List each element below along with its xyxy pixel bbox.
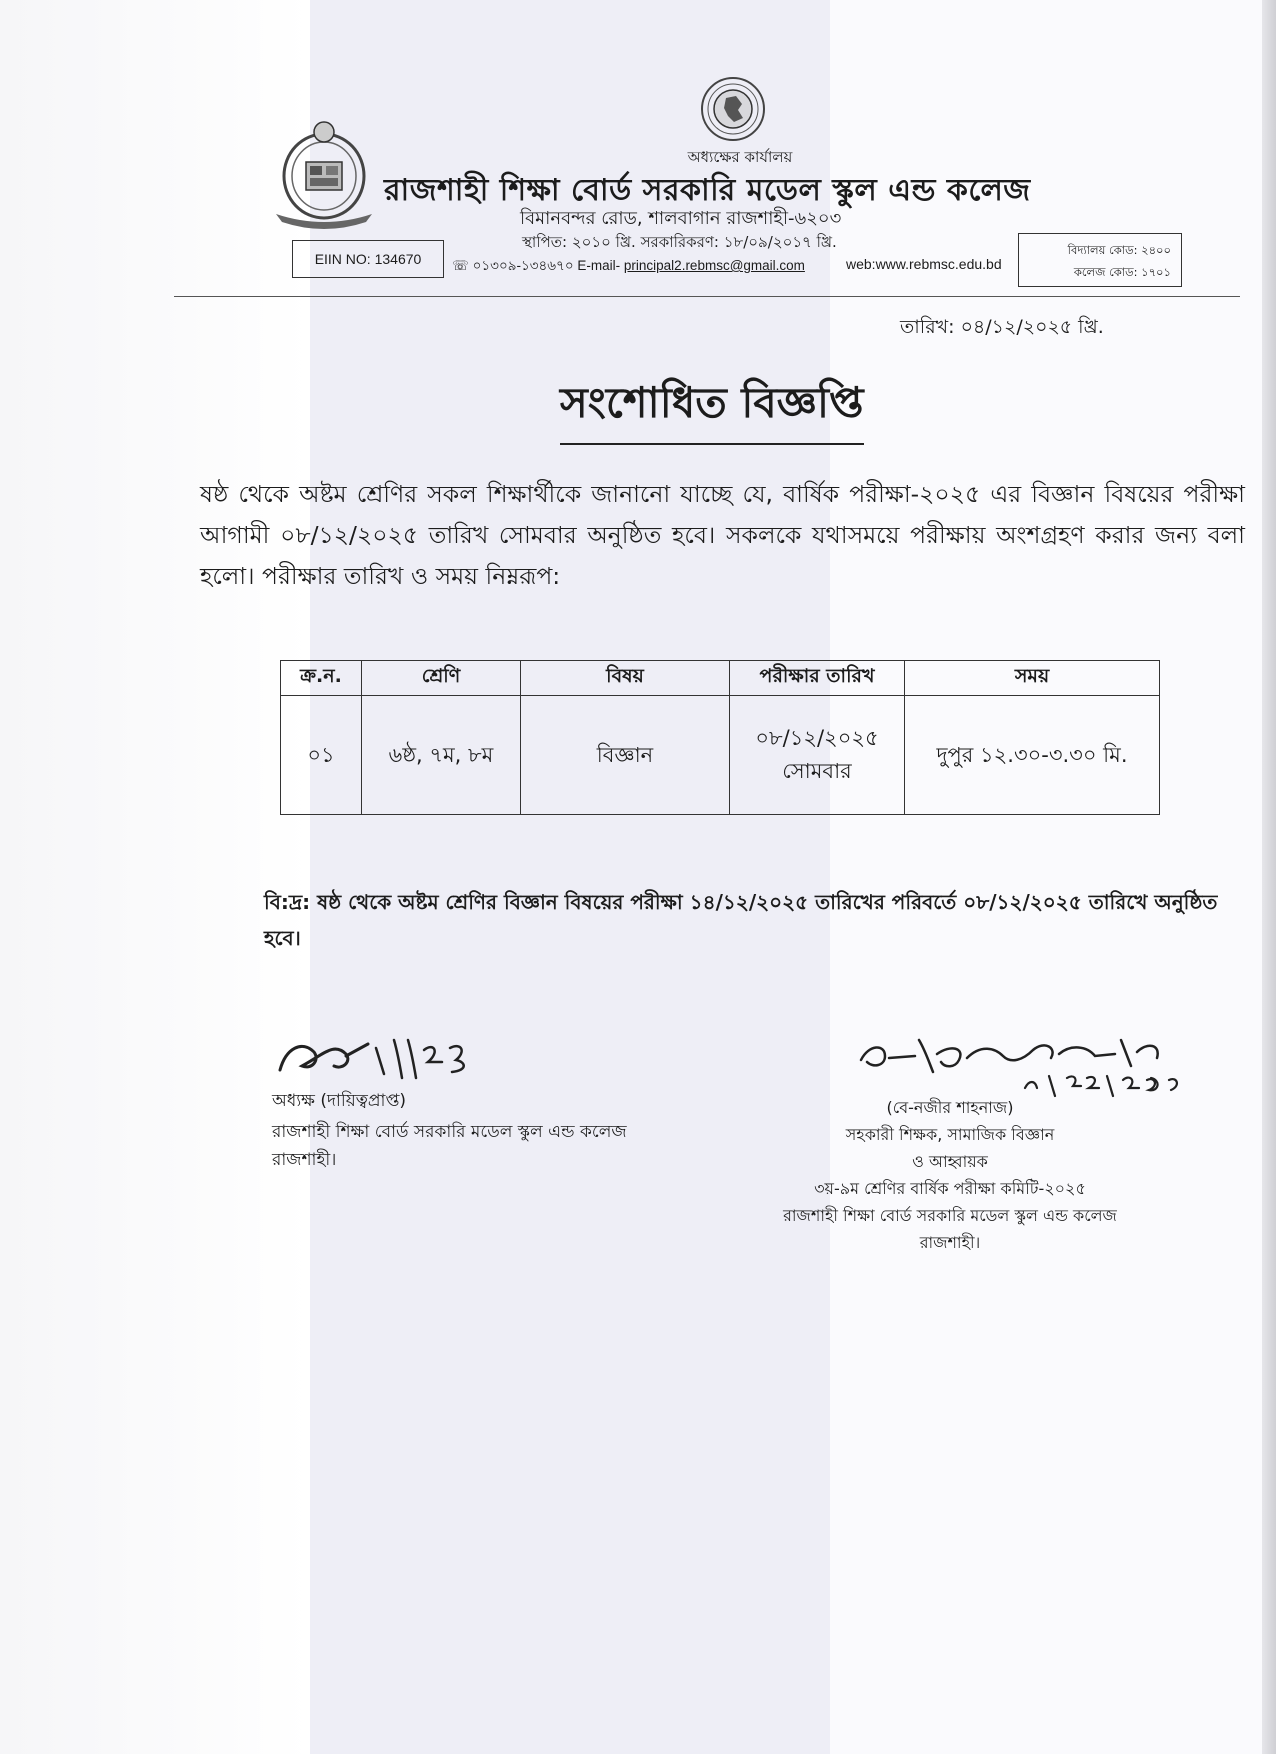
cell-class: ৬ষ্ঠ, ৭ম, ৮ম	[362, 696, 521, 815]
cell-subject: বিজ্ঞান	[521, 696, 730, 815]
eiin-number: EIIN NO: 134670	[314, 251, 422, 267]
scan-shade-left	[0, 0, 310, 1754]
cell-time: দুপুর ১২.৩০-৩.৩০ মি.	[905, 696, 1160, 815]
school-logo-icon	[270, 118, 378, 230]
email-label: E-mail-	[577, 258, 621, 273]
header-exam-date: পরীক্ষার তারিখ	[730, 661, 905, 696]
principal-signature	[272, 1030, 512, 1086]
government-seal-icon	[698, 74, 768, 144]
convener-designation: সহকারী শিক্ষক, সামাজিক বিজ্ঞান	[845, 1125, 1055, 1144]
contact-line	[452, 255, 862, 278]
principal-city: রাজশাহী।	[272, 1150, 337, 1170]
scan-edge	[1262, 0, 1276, 1754]
header-class: শ্রেণি	[362, 661, 521, 696]
cell-serial: ০১	[281, 696, 362, 815]
exam-schedule-table	[280, 660, 1160, 815]
table-header-row	[281, 661, 1160, 696]
school-name: রাজশাহী শিক্ষা বোর্ড সরকারি মডেল স্কুল এন্ড কলেজ	[384, 173, 1031, 208]
code-box	[1018, 233, 1182, 287]
convener-committee: ৩য়-৯ম শ্রেণির বার্ষিক পরীক্ষা কমিটি-২০২৫	[814, 1179, 1086, 1198]
header-serial: ক্র.ন.	[281, 661, 362, 696]
principal-institution-name: রাজশাহী শিক্ষা বোর্ড সরকারি মডেল স্কুল এন্ড কলেজ	[272, 1122, 627, 1142]
convener-city: রাজশাহী।	[919, 1233, 981, 1252]
convener-name: (বে-নজীর শাহনাজ)	[886, 1098, 1014, 1117]
established-info: স্থাপিত: ২০১০ খ্রি. সরকারিকরণ: ১৮/০৯/২০১৭ খ্রি.	[522, 233, 837, 251]
convener-signature	[855, 1030, 1215, 1100]
exam-day: সোমবার	[782, 759, 852, 783]
exam-date: ০৮/১২/২০২৫	[755, 726, 879, 750]
notice-title: সংশোধিত বিজ্ঞপ্তি	[560, 370, 864, 445]
principal-institution	[272, 1118, 627, 1174]
header-subject: বিষয়	[521, 661, 730, 696]
college-code: কলেজ কোড: ১৭০১	[1073, 265, 1171, 279]
convener-block	[740, 1094, 1160, 1256]
header-divider	[174, 296, 1240, 297]
school-address: বিমানবন্দর রোড, শালবাগান রাজশাহী-৬২০৩	[520, 208, 842, 229]
school-code: বিদ্যালয় কোড: ২৪০০	[1067, 243, 1171, 257]
principal-title: অধ্যক্ষ (দায়িত্বপ্রাপ্ত)	[272, 1091, 407, 1111]
email-link[interactable]: principal2.rebmsc@gmail.com	[623, 258, 805, 273]
notice-body: ষষ্ঠ থেকে অষ্টম শ্রেণির সকল শিক্ষার্থীকে জানানো যাচ্ছে যে, বার্ষিক পরীক্ষা-২০২৫ এর বিজ্ঞান বিষয়ের পরীক্ষা আগামী ০৮/১২/২০২৫ তারিখ সোমবার অনুষ্ঠিত হবে। সকলকে যথাসময়ে পরীক্ষায় অংশগ্রহণ করার জন্য বলা হলো। পরীক্ষার তারিখ ও সময় নিম্নরূপ:	[200, 480, 1245, 590]
website-link[interactable]: web:www.rebmsc.edu.bd	[846, 256, 1002, 272]
convener-role: ও আহ্বায়ক	[912, 1152, 988, 1171]
notice-date: তারিখ: ০৪/১২/২০২৫ খ্রি.	[900, 316, 1104, 338]
cell-exam-date	[730, 696, 905, 815]
phone-number: ☏ ০১৩০৯-১৩৪৬৭০	[452, 258, 574, 273]
table-row	[281, 696, 1160, 815]
note-text: বি:দ্র: ষষ্ঠ থেকে অষ্টম শ্রেণির বিজ্ঞান বিষয়ের পরীক্ষা ১৪/১২/২০২৫ তারিখের পরিবর্তে ০৮/১২/২০২৫ তারিখে অনুষ্ঠিত হবে।	[264, 890, 1218, 950]
office-label: অধ্যক্ষের কার্যালয়	[687, 148, 793, 166]
header-time: সময়	[905, 661, 1160, 696]
eiin-box	[292, 240, 444, 278]
convener-institution: রাজশাহী শিক্ষা বোর্ড সরকারি মডেল স্কুল এন্ড কলেজ	[783, 1206, 1117, 1225]
